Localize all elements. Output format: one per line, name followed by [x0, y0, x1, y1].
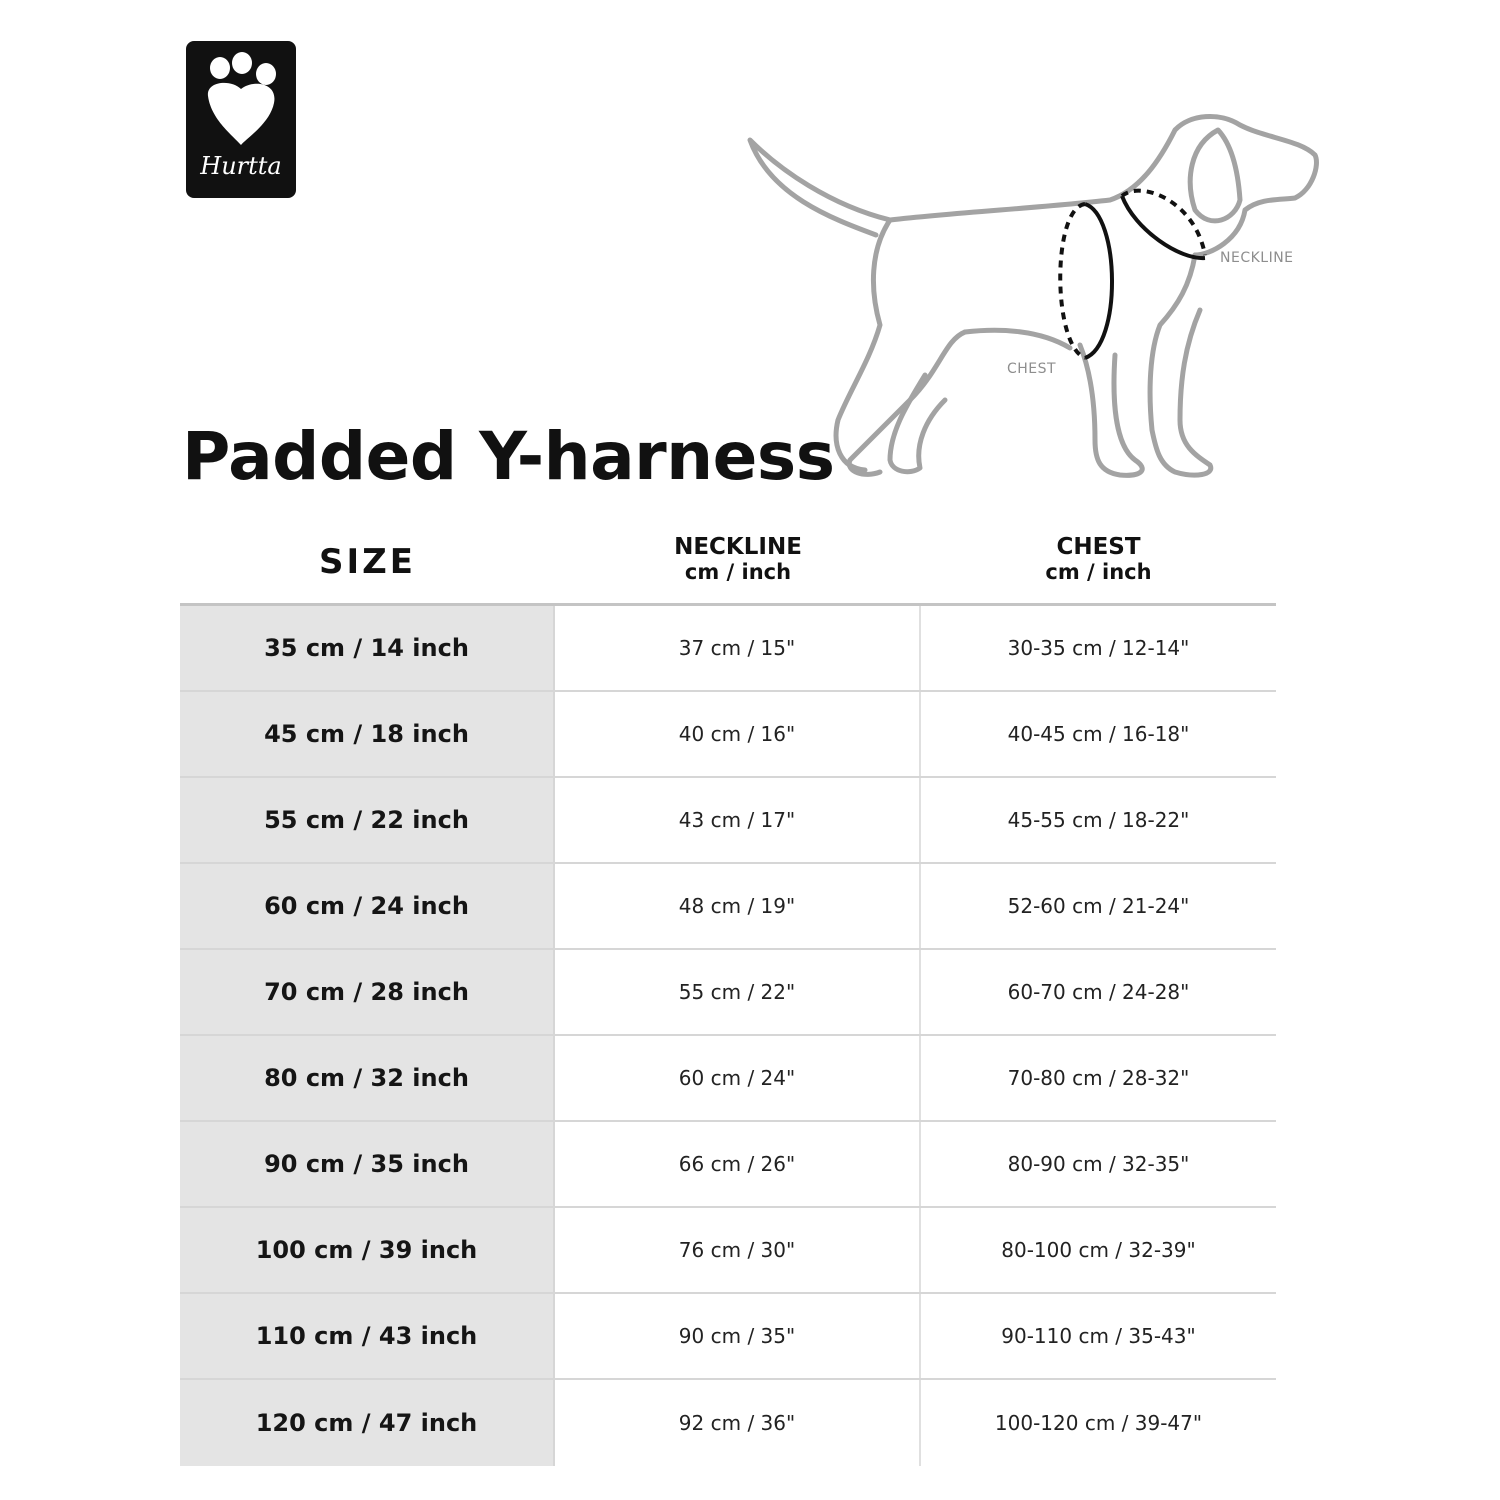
table-row: [180, 778, 1276, 864]
chest-cell: 52-60 cm / 21-24": [1007, 894, 1190, 918]
size-table: [180, 606, 1276, 1466]
table-row: [180, 1208, 1276, 1294]
neckline-header-title: NECKLINE: [674, 534, 802, 560]
table-row: [180, 606, 1276, 692]
neckline-cell: 92 cm / 36": [555, 1380, 921, 1466]
size-cell: 60 cm / 24 inch: [180, 864, 555, 948]
size-cell: 110 cm / 43 inch: [180, 1294, 555, 1378]
table-header: [180, 530, 1276, 604]
size-cell: 100 cm / 39 inch: [180, 1208, 555, 1292]
table-row: [180, 692, 1276, 778]
neckline-cell: 90 cm / 35": [555, 1294, 921, 1378]
neckline-cell: 43 cm / 17": [555, 778, 921, 862]
table-row: [180, 1294, 1276, 1380]
size-cell: 90 cm / 35 inch: [180, 1122, 555, 1206]
neckline-header-units: cm / inch: [684, 560, 792, 584]
neckline-diagram-label: NECKLINE: [1220, 250, 1294, 266]
chest-cell: 40-45 cm / 16-18": [1007, 722, 1190, 746]
neckline-cell: 55 cm / 22": [555, 950, 921, 1034]
table-row: [180, 1036, 1276, 1122]
chest-column-header: [921, 535, 1276, 585]
chest-cell: 60-70 cm / 24-28": [1007, 980, 1190, 1004]
logo-wordmark: Hurtta: [200, 152, 282, 180]
table-row: [180, 1380, 1276, 1466]
size-cell: 80 cm / 32 inch: [180, 1036, 555, 1120]
neckline-cell: 37 cm / 15": [555, 606, 921, 690]
page-title: Padded Y-harness: [182, 418, 835, 495]
chest-cell: 90-110 cm / 35-43": [1001, 1324, 1196, 1348]
chest-cell: 80-90 cm / 32-35": [1007, 1152, 1190, 1176]
neckline-cell: 48 cm / 19": [555, 864, 921, 948]
chest-cell: 45-55 cm / 18-22": [1007, 808, 1190, 832]
neckline-cell: 40 cm / 16": [555, 692, 921, 776]
chest-cell: 80-100 cm / 32-39": [1001, 1238, 1196, 1262]
size-cell: 35 cm / 14 inch: [180, 606, 555, 690]
neckline-cell: 76 cm / 30": [555, 1208, 921, 1292]
size-cell: 120 cm / 47 inch: [180, 1380, 555, 1466]
chest-header-units: cm / inch: [1045, 560, 1152, 584]
chest-header-title: CHEST: [1056, 534, 1141, 560]
neckline-cell: 60 cm / 24": [555, 1036, 921, 1120]
table-row: [180, 1122, 1276, 1208]
chest-cell: 100-120 cm / 39-47": [994, 1411, 1203, 1435]
chest-cell: 70-80 cm / 28-32": [1007, 1066, 1190, 1090]
chest-diagram-label: CHEST: [1007, 361, 1057, 377]
table-row: [180, 864, 1276, 950]
chest-cell: 30-35 cm / 12-14": [1007, 636, 1190, 660]
hurtta-logo: [186, 41, 296, 198]
size-cell: 45 cm / 18 inch: [180, 692, 555, 776]
size-cell: 55 cm / 22 inch: [180, 778, 555, 862]
size-column-header: SIZE: [318, 542, 417, 582]
neckline-column-header: [555, 535, 921, 585]
size-cell: 70 cm / 28 inch: [180, 950, 555, 1034]
table-row: [180, 950, 1276, 1036]
neckline-cell: 66 cm / 26": [555, 1122, 921, 1206]
